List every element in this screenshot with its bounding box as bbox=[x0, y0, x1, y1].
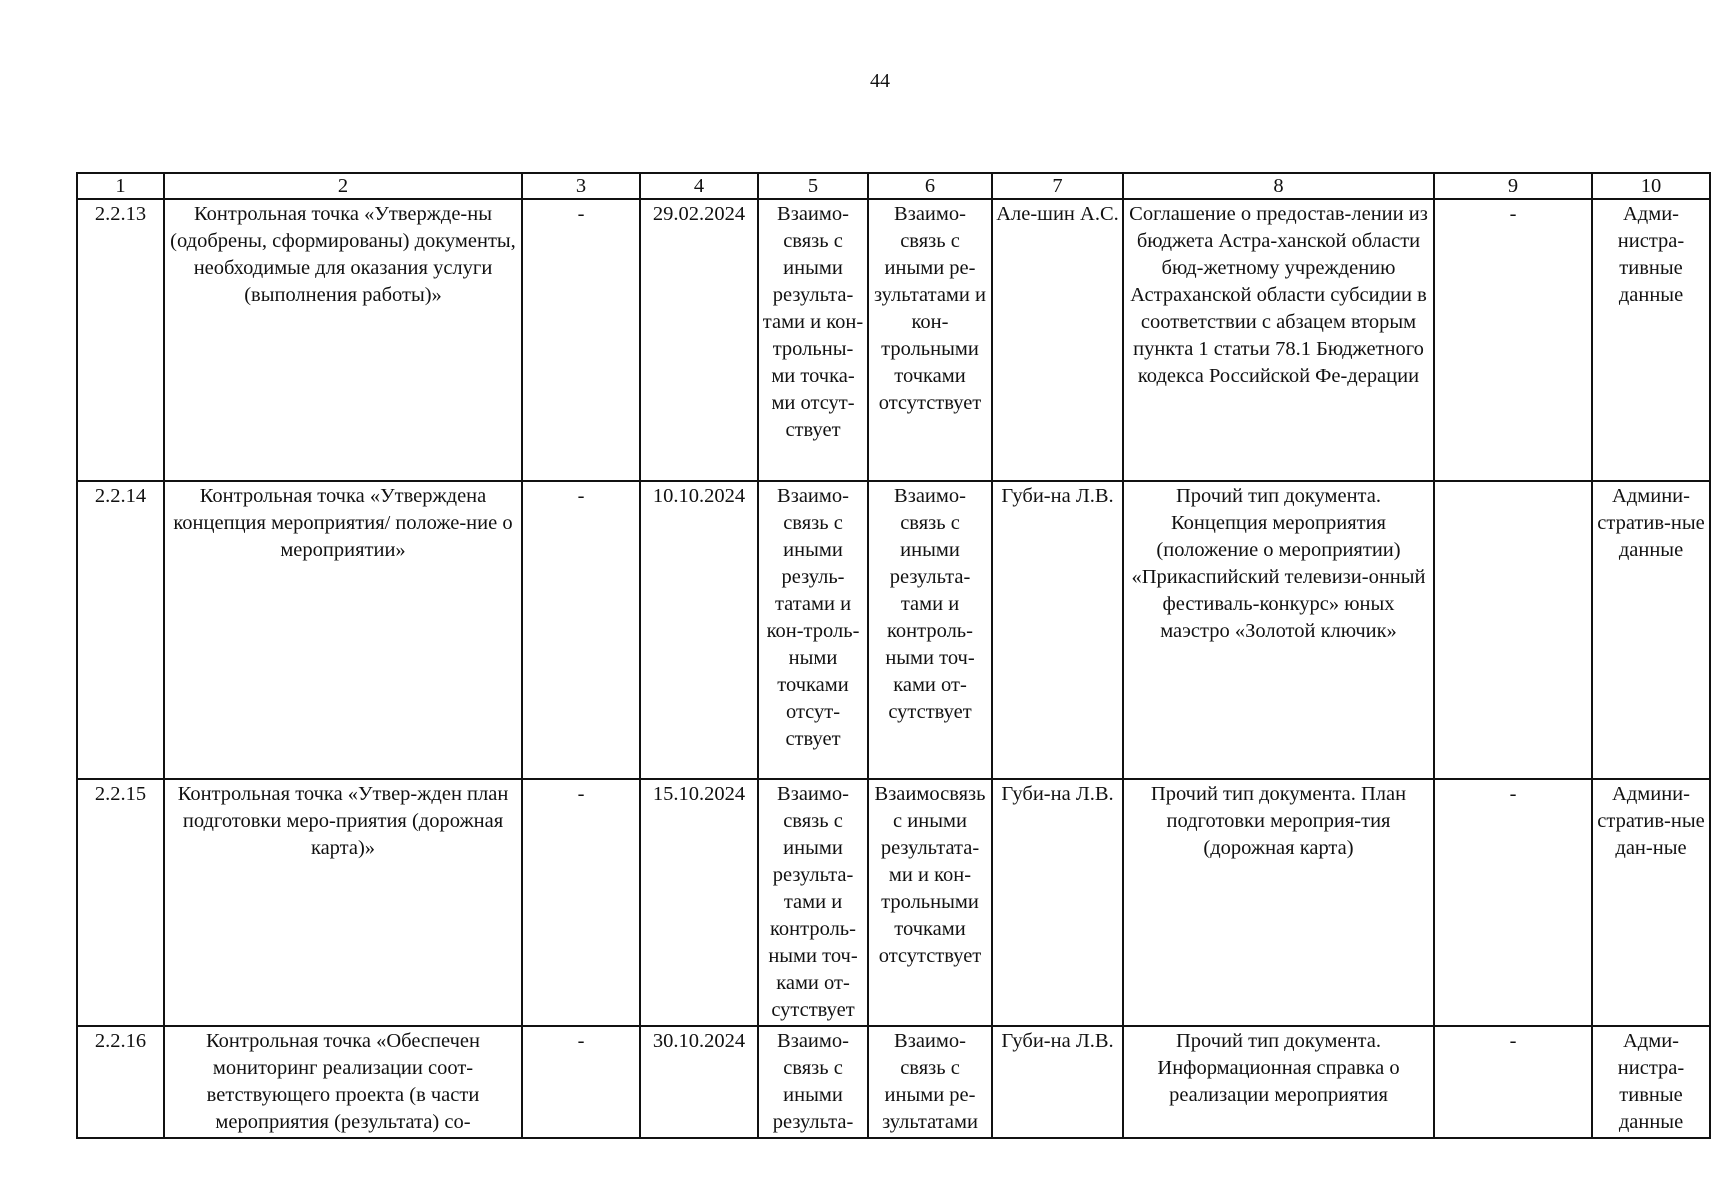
header-row bbox=[77, 173, 1710, 199]
cell-col-6: Взаимо-связь с иными ре-зультатами и кон-трольными точками отсутствует bbox=[868, 199, 992, 481]
document-type: Прочий тип документа. Информационная справка о реализации мероприятия bbox=[1123, 1026, 1434, 1138]
row-number: 2.2.15 bbox=[77, 779, 164, 1026]
document-type: Прочий тип документа. План подготовки мероприя-тия (дорожная карта) bbox=[1123, 779, 1434, 1026]
row-number: 2.2.14 bbox=[77, 481, 164, 779]
cell-col-3: - bbox=[522, 1026, 640, 1138]
data-source: Адми-нистра-тивные данные bbox=[1592, 1026, 1710, 1138]
header-col-1: 1 bbox=[77, 173, 164, 199]
cell-col-3: - bbox=[522, 481, 640, 779]
cell-col-3: - bbox=[522, 779, 640, 1026]
header-col-6: 6 bbox=[868, 173, 992, 199]
cell-col-9: - bbox=[1434, 1026, 1592, 1138]
table-row bbox=[77, 481, 1710, 779]
control-point-name: Контрольная точка «Утвер-жден план подготовки меро-приятия (дорожная карта)» bbox=[164, 779, 522, 1026]
data-source: Админи-стратив-ные данные bbox=[1592, 481, 1710, 779]
header-col-8: 8 bbox=[1123, 173, 1434, 199]
table-row bbox=[77, 1026, 1710, 1138]
cell-col-6: Взаимо-связь с иными результа-тами и контроль-ными точ-ками от-сутствует bbox=[868, 481, 992, 779]
document-type: Соглашение о предостав-лении из бюджета Астра-ханской области бюд-жетному учреждению Астраханской области субсидии в соответствии с абзацем вторым пункта 1 статьи 78.1 Бюджетного кодекса Российской Фе-дерации bbox=[1123, 199, 1434, 481]
cell-col-5: Взаимо-связь с иными резуль-татами и кон-троль-ными точками отсут-ствует bbox=[758, 481, 868, 779]
responsible-person: Губи-на Л.В. bbox=[992, 1026, 1123, 1138]
table-row bbox=[77, 779, 1710, 1026]
cell-col-6: Взаимо-связь с иными ре-зультатами bbox=[868, 1026, 992, 1138]
due-date: 30.10.2024 bbox=[640, 1026, 758, 1138]
page-number: 44 bbox=[870, 70, 890, 92]
header-col-3: 3 bbox=[522, 173, 640, 199]
due-date: 29.02.2024 bbox=[640, 199, 758, 481]
cell-col-5: Взаимо-связь с иными результа-тами и контроль-ными точ-ками от-сутствует bbox=[758, 779, 868, 1026]
data-source: Админи-стратив-ные дан-ные bbox=[1592, 779, 1710, 1026]
cell-col-3: - bbox=[522, 199, 640, 481]
row-number: 2.2.13 bbox=[77, 199, 164, 481]
header-col-9: 9 bbox=[1434, 173, 1592, 199]
control-point-name: Контрольная точка «Обеспечен мониторинг реализации соот-ветствующего проекта (в части мероприятия (результата) со- bbox=[164, 1026, 522, 1138]
control-points-table bbox=[76, 172, 1711, 1139]
responsible-person: Губи-на Л.В. bbox=[992, 779, 1123, 1026]
control-point-name: Контрольная точка «Утверждена концепция мероприятия/ положе-ние о мероприятии» bbox=[164, 481, 522, 779]
cell-col-9: - bbox=[1434, 199, 1592, 481]
responsible-person: Губи-на Л.В. bbox=[992, 481, 1123, 779]
header-col-4: 4 bbox=[640, 173, 758, 199]
control-point-name: Контрольная точка «Утвержде-ны (одобрены, сформированы) документы, необходимые для оказания услуги (выполнения работы)» bbox=[164, 199, 522, 481]
cell-col-5: Взаимо-связь с иными результа- bbox=[758, 1026, 868, 1138]
header-col-2: 2 bbox=[164, 173, 522, 199]
cell-col-5: Взаимо-связь с иными результа-тами и кон-трольны-ми точка-ми отсут-ствует bbox=[758, 199, 868, 481]
cell-col-9: - bbox=[1434, 779, 1592, 1026]
table-row bbox=[77, 199, 1710, 481]
data-source: Адми-нистра-тивные данные bbox=[1592, 199, 1710, 481]
cell-col-6: Взаимосвязь с иными результата-ми и кон-трольными точками отсутствует bbox=[868, 779, 992, 1026]
cell-col-9 bbox=[1434, 481, 1592, 779]
header-col-5: 5 bbox=[758, 173, 868, 199]
row-number: 2.2.16 bbox=[77, 1026, 164, 1138]
responsible-person: Але-шин А.С. bbox=[992, 199, 1123, 481]
due-date: 10.10.2024 bbox=[640, 481, 758, 779]
header-col-10: 10 bbox=[1592, 173, 1710, 199]
due-date: 15.10.2024 bbox=[640, 779, 758, 1026]
document-type: Прочий тип документа. Концепция мероприятия (положение о мероприятии) «Прикаспийский телевизи-онный фестиваль-конкурс» юных маэстро «Золотой ключик» bbox=[1123, 481, 1434, 779]
header-col-7: 7 bbox=[992, 173, 1123, 199]
